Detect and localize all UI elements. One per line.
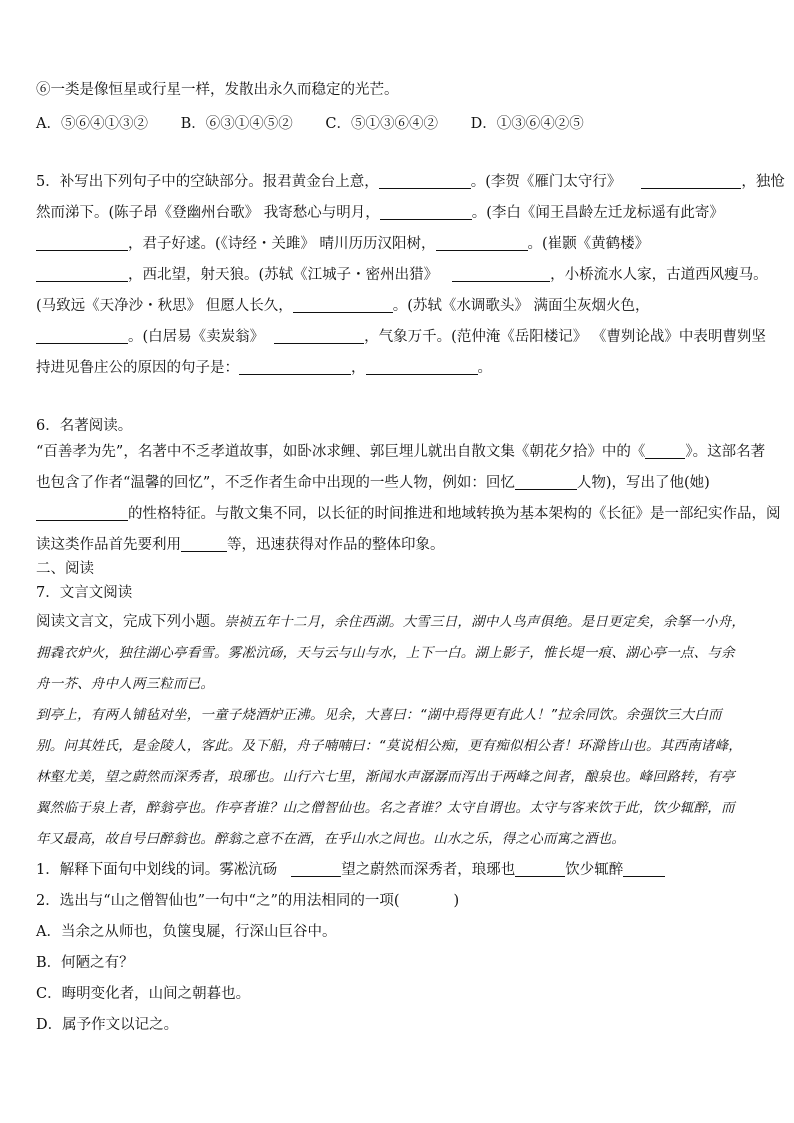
q5-line <box>36 358 758 378</box>
answer-blank[interactable] <box>515 862 565 877</box>
q5-text: 。(崔颢《黄鹤楼》 <box>527 236 650 252</box>
sub2-text: ) <box>453 893 460 909</box>
option-item-6: ⑥一类是像恒星或行星一样，发散出永久而稳定的光芒。 <box>36 82 399 98</box>
answer-blank[interactable] <box>641 174 741 189</box>
choice-c: C．晦明变化者，山间之朝暮也。 <box>36 986 251 1002</box>
answer-blank[interactable] <box>436 236 528 251</box>
answer-blank[interactable] <box>36 236 128 251</box>
q5-text: ，君子好逑。(《诗经・关雎》 晴川历历汉阳树， <box>128 236 436 252</box>
answer-blank[interactable] <box>515 475 577 490</box>
section-heading-reading: 二、阅读 <box>36 561 94 577</box>
q5-text: 。(李白《闻王昌龄左迁龙标遥有此寄》 <box>471 205 724 221</box>
q6-text: 读这类作品首先要利用 <box>36 537 181 553</box>
question-7 <box>36 583 758 1035</box>
answer-blank[interactable] <box>274 329 364 344</box>
q5-text: ，气象万千。(范仲淹《岳阳楼记》 《曹刿论战》中表明曹刿坚 <box>364 329 766 345</box>
answer-blank[interactable] <box>36 267 128 282</box>
q5-line <box>36 234 758 254</box>
answer-blank[interactable] <box>623 862 665 877</box>
answer-blank[interactable] <box>645 444 685 459</box>
q6-line <box>36 473 758 493</box>
subquestion-2 <box>36 891 758 911</box>
choice-a: A．当余之从师也，负箧曳屣，行深山巨谷中。 <box>36 924 337 940</box>
sub2-text: 2．选出与“山之僧智仙也”一句中“之”的用法相同的一项( <box>36 893 400 909</box>
q5-line <box>36 296 758 316</box>
passage-line: 年又最高，故自号曰醉翁也。醉翁之意不在酒，在乎山水之间也。山水之乐，得之心而寓之酒也。 <box>36 831 626 847</box>
answer-blank[interactable] <box>366 360 478 375</box>
q6-text: “百善孝为先”，名著中不乏孝道故事，如卧冰求鲤、郭巨埋儿就出自散文集《朝花夕拾》中的《 <box>36 444 646 460</box>
q5-line <box>36 327 766 347</box>
q6-text: 的性格特征。与散文集不同，以长征的时间推进和地域转换为基本架构的《长征》是一部纪实作品，阅 <box>128 506 781 522</box>
q5-text: 然而涕下。(陈子昂《登幽州台歌》 我寄愁心与明月， <box>36 205 380 221</box>
q6-text: 》。这部名著 <box>685 444 766 460</box>
subquestion-1 <box>36 860 758 880</box>
q5-text: 。(白居易《卖炭翁》 <box>128 329 265 345</box>
passage-line: 到亭上，有两人铺毡对坐，一童子烧酒炉正沸。见余，大喜曰：“湖中焉得更有此人！”拉余同饮。余强饮三大白而 <box>36 707 722 723</box>
sub1-text: 1．解释下面句中划线的词。雾凇沆砀 <box>36 862 278 878</box>
classical-text: 崇祯五年十二月，余住西湖。大雪三日，湖中人鸟声俱绝。是日更定矣，余拏一小舟， <box>224 614 746 630</box>
passage-intro: 阅读文言文，完成下列小题。 <box>36 614 225 630</box>
answer-blank[interactable] <box>36 506 128 521</box>
answer-blank[interactable] <box>36 329 128 344</box>
question-6 <box>36 416 781 555</box>
q5-text: 。(李贺《雁门太守行》 <box>470 174 622 190</box>
passage-line: 舟一芥、舟中人两三粒而已。 <box>36 676 215 692</box>
answer-options-row <box>36 114 758 134</box>
passage-line: 林壑尤美，望之蔚然而深秀者，琅琊也。山行六七里，渐闻水声潺潺而泻出于两峰之间者，酿泉也。峰回路转，有亭 <box>36 769 735 785</box>
answer-blank[interactable] <box>239 360 351 375</box>
choice-d: D．属予作文以记之。 <box>36 1017 179 1033</box>
q6-text: 人物)，写出了他(她) <box>576 475 710 491</box>
q5-line <box>36 265 768 285</box>
q5-text: 。(苏轼《水调歌头》 满面尘灰烟火色， <box>392 298 650 314</box>
passage-line: 翼然临于泉上者，醉翁亭也。作亭者谁？山之僧智仙也。名之者谁？太守自谓也。太守与客来饮于此，饮少辄醉，而 <box>36 800 735 816</box>
passage-line: 别。问其姓氏，是金陵人，客此。及下船，舟子喃喃曰：“莫说相公痴，更有痴似相公者！环滁皆山也。其西南诸峰， <box>36 738 742 754</box>
q6-line <box>36 504 781 524</box>
document-page <box>36 78 785 1035</box>
sub1-text: 饮少辄醉 <box>565 862 624 878</box>
q5-line <box>36 172 785 192</box>
q5-text: (马致远《天净沙・秋思》 但愿人长久， <box>36 298 293 314</box>
answer-blank[interactable] <box>452 267 550 282</box>
q5-text: ， <box>351 360 366 376</box>
sub1-text: 望之蔚然而深秀者，琅琊也 <box>341 862 516 878</box>
q5-text: 。 <box>477 360 492 376</box>
choice-b: B．何陋之有？ <box>36 955 134 971</box>
q6-line <box>36 535 758 555</box>
q5-text: ，西北望，射天狼。(苏轼《江城子・密州出猎》 <box>128 267 439 283</box>
q5-text: ，独怆 <box>741 174 785 190</box>
passage-line: 拥毳衣炉火，独往湖心亭看雪。雾凇沆砀，天与云与山与水，上下一白。湖上影子，惟长堤一痕、湖心亭一点、与余 <box>36 645 735 661</box>
option-d: D．①③⑥④②⑤ <box>470 116 584 132</box>
answer-blank[interactable] <box>379 174 471 189</box>
answer-blank[interactable] <box>181 537 227 552</box>
q5-text: 持进见鲁庄公的原因的句子是： <box>36 360 239 376</box>
option-b: B．⑥③①④⑤② <box>180 116 293 132</box>
q6-text: 等，迅速获得对作品的整体印象。 <box>227 537 445 553</box>
answer-blank[interactable] <box>291 862 341 877</box>
question-5 <box>36 172 785 378</box>
q6-line <box>36 442 766 462</box>
answer-blank[interactable] <box>380 205 472 220</box>
option-c: C．⑤①③⑥④② <box>325 116 438 132</box>
q5-text: ，小桥流水人家，古道西风瘦马。 <box>550 267 768 283</box>
q5-line <box>36 203 758 223</box>
q6-title: 6．名著阅读。 <box>36 418 133 434</box>
answer-blank[interactable] <box>293 298 393 313</box>
q5-text: 5．补写出下列句子中的空缺部分。报君黄金台上意， <box>36 174 379 190</box>
passage-line <box>36 612 758 632</box>
q6-text: 也包含了作者“温馨的回忆”，不乏作者生命中出现的一些人物，例如：回忆 <box>36 475 515 491</box>
q7-title: 7．文言文阅读 <box>36 585 133 601</box>
option-a: A．⑤⑥④①③② <box>36 116 148 132</box>
